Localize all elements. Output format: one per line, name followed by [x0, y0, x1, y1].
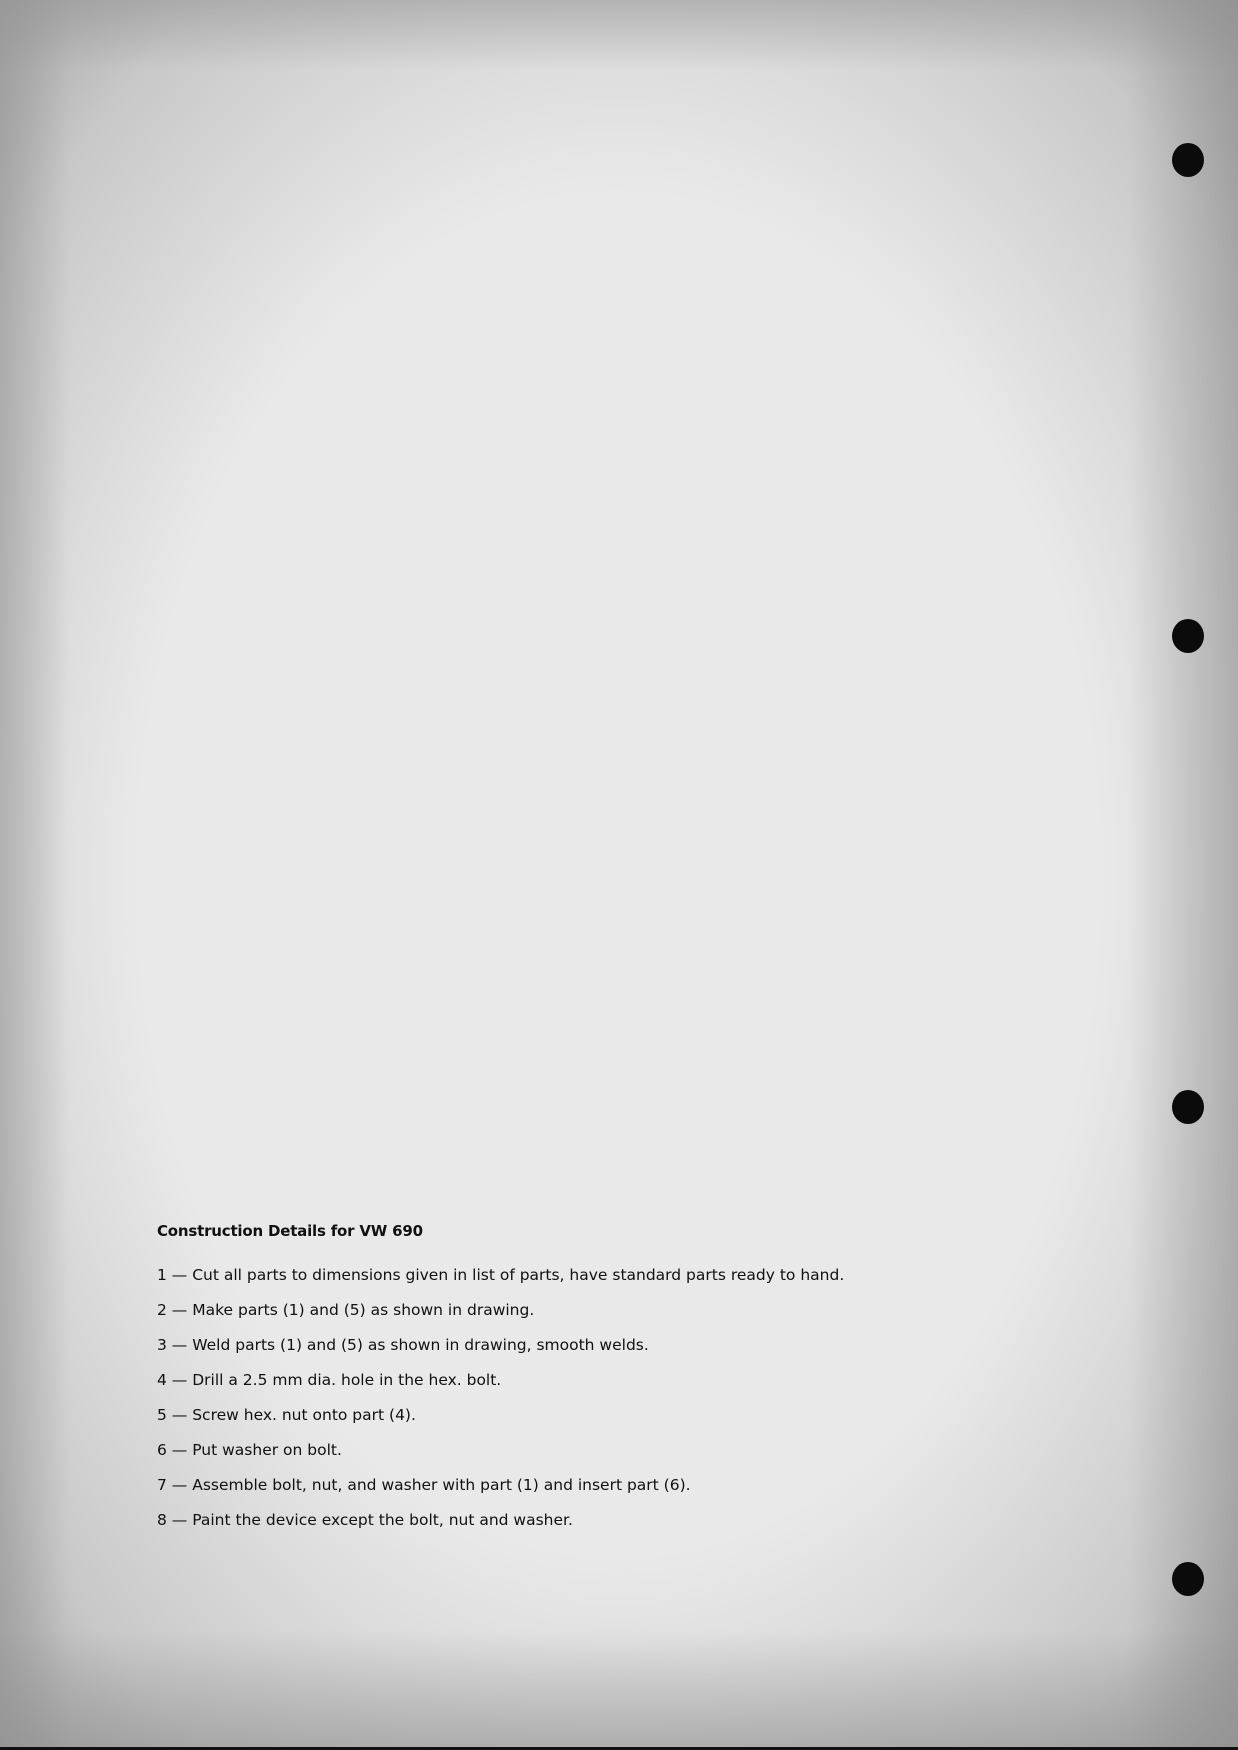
page-shadow-right	[1128, 0, 1238, 1750]
step-item: 8 — Paint the device except the bolt, nut and washer.	[157, 1511, 573, 1529]
punch-hole	[1172, 1562, 1204, 1596]
step-item: 4 — Drill a 2.5 mm dia. hole in the hex. bolt.	[157, 1371, 502, 1389]
step-item: 7 — Assemble bolt, nut, and washer with part (1) and insert part (6).	[157, 1476, 691, 1494]
page-shadow-left	[0, 0, 70, 1750]
step-item: 1 — Cut all parts to dimensions given in list of parts, have standard parts ready to hand.	[157, 1266, 845, 1284]
construction-details-section	[157, 1222, 1057, 1538]
steps-list	[157, 1258, 1057, 1538]
punch-hole	[1172, 143, 1204, 177]
step-item: 3 — Weld parts (1) and (5) as shown in drawing, smooth welds.	[157, 1336, 649, 1354]
step-item: 5 — Screw hex. nut onto part (4).	[157, 1406, 416, 1424]
step-item: 6 — Put washer on bolt.	[157, 1441, 342, 1459]
punch-hole	[1172, 619, 1204, 653]
punch-hole	[1172, 1090, 1204, 1124]
page-shadow-bottom	[0, 1630, 1238, 1750]
section-heading: Construction Details for VW 690	[157, 1222, 423, 1240]
page-shadow-top	[0, 0, 1238, 70]
step-item: 2 — Make parts (1) and (5) as shown in drawing.	[157, 1301, 535, 1319]
